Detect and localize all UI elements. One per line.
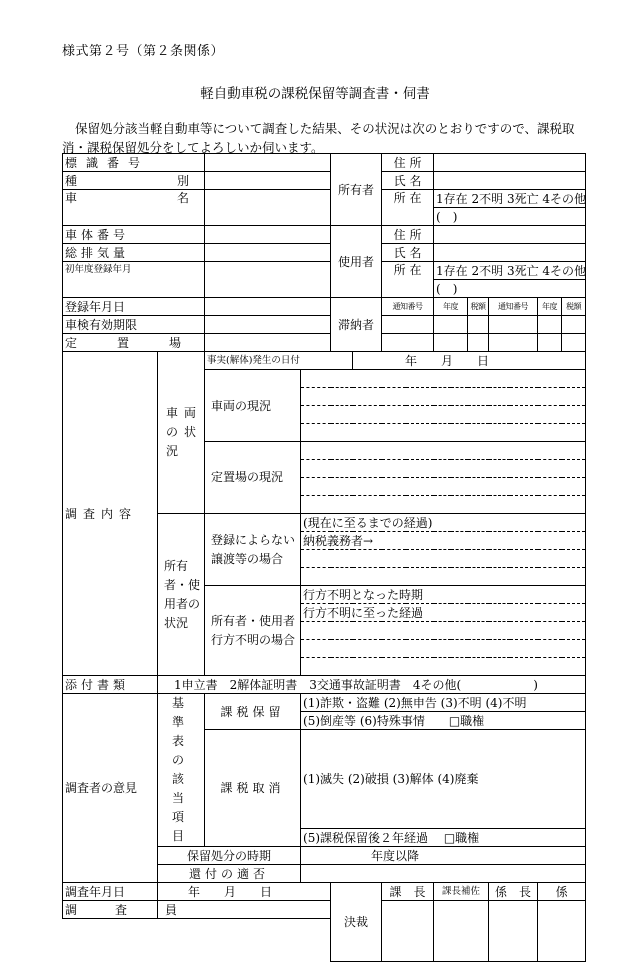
tax-hold-items-2[interactable]: (5)倒産等 (6)特殊事情 □職権 <box>301 712 586 730</box>
label-transfer-case: 登録によらない譲渡等の場合 <box>205 514 301 586</box>
label-displacement: 総排気量 <box>63 244 205 262</box>
header-tax: 税額 <box>468 298 489 316</box>
survey-form-table <box>62 153 586 962</box>
label-missing-case: 所有者・使用者行方不明の場合 <box>205 586 301 676</box>
label-arrears: 滞納者 <box>331 298 382 352</box>
document-title: 軽自動車税の課税保留等調査書・伺書 <box>200 86 430 102</box>
arrears-cell[interactable] <box>382 316 434 334</box>
value-chassis-number[interactable] <box>205 226 331 244</box>
blank-area <box>63 919 331 962</box>
attachment-items[interactable]: 1申立書 2解体証明書 3交通事故証明書 4その他( ) <box>158 676 586 694</box>
label-user-name: 氏 名 <box>382 244 434 262</box>
arrears-cell[interactable] <box>468 334 489 352</box>
label-refund: 還付の適否 <box>158 865 301 883</box>
storage-current-line[interactable] <box>301 460 586 478</box>
label-kind: 種 別 <box>63 172 205 190</box>
label-storage-place: 定 置 場 <box>63 334 205 352</box>
missing-line[interactable] <box>301 658 586 676</box>
label-decision: 決裁 <box>331 883 382 962</box>
arrears-cell[interactable] <box>489 334 538 352</box>
vehicle-current-line[interactable] <box>301 424 586 442</box>
header-notice-number-2: 通知番号 <box>489 298 538 316</box>
label-vehicle-current: 車両の現況 <box>205 370 301 442</box>
label-first-registration: 初年度登録年月 <box>63 262 205 298</box>
header-staff: 係 <box>538 883 586 901</box>
arrears-cell[interactable] <box>434 334 468 352</box>
header-year-2: 年度 <box>538 298 562 316</box>
label-survey-date: 調査年月日 <box>63 883 158 901</box>
vehicle-current-line[interactable] <box>301 388 586 406</box>
value-survey-date[interactable]: 年 月 日 <box>158 883 331 901</box>
header-chief: 課 長 <box>382 883 434 901</box>
value-refund[interactable] <box>301 865 586 883</box>
arrears-cell[interactable] <box>434 316 468 334</box>
missing-line[interactable] <box>301 640 586 658</box>
value-storage-place[interactable] <box>205 334 331 352</box>
label-car-name: 車 名 <box>63 190 205 226</box>
label-storage-current: 定置場の現況 <box>205 442 301 514</box>
label-surveyor-opinion: 調査者の意見 <box>63 694 158 883</box>
arrears-cell[interactable] <box>562 316 586 334</box>
arrears-cell[interactable] <box>562 334 586 352</box>
stamp-deputy[interactable] <box>434 901 489 962</box>
label-attachments: 添付書類 <box>63 676 158 694</box>
arrears-cell[interactable] <box>538 334 562 352</box>
label-inspection-expiry: 車検有効期限 <box>63 316 205 334</box>
user-whereabouts-other[interactable]: ( ) <box>434 280 586 298</box>
transfer-line[interactable] <box>301 550 586 568</box>
storage-current-line[interactable] <box>301 442 586 460</box>
value-registration-date[interactable] <box>205 298 331 316</box>
arrears-cell[interactable] <box>468 316 489 334</box>
label-owner: 所有者 <box>331 154 382 226</box>
value-owner-name[interactable] <box>434 172 586 190</box>
header-notice-number: 通知番号 <box>382 298 434 316</box>
label-hold-time: 保留処分の時期 <box>158 847 301 865</box>
header-year: 年度 <box>434 298 468 316</box>
transfer-line[interactable] <box>301 568 586 586</box>
label-fact-date: 事実(解体)発生の日付 <box>205 352 353 370</box>
value-plate-number[interactable] <box>205 154 331 172</box>
form-number: 様式第２号（第２条関係） <box>62 44 225 59</box>
tax-hold-items-1[interactable]: (1)詐欺・盗難 (2)無申告 (3)不明 (4)不明 <box>301 694 586 712</box>
stamp-staff[interactable] <box>538 901 586 962</box>
value-first-registration[interactable] <box>205 262 331 298</box>
label-owner-name: 氏 名 <box>382 172 434 190</box>
taxpayer-line[interactable]: 納税義務者→ <box>301 532 586 550</box>
storage-current-line[interactable] <box>301 496 586 514</box>
label-user-whereabouts: 所 在 <box>382 262 434 298</box>
value-displacement[interactable] <box>205 244 331 262</box>
header-deputy: 課長補佐 <box>434 883 489 901</box>
label-owner-user-status: 所有者・使用者の状況 <box>158 514 205 676</box>
storage-current-line[interactable] <box>301 478 586 496</box>
label-survey-contents: 調査内容 <box>63 352 158 676</box>
stamp-chief[interactable] <box>382 901 434 962</box>
user-whereabouts-options[interactable]: 1存在 2不明 3死亡 4その他 <box>434 262 586 280</box>
vehicle-current-line[interactable] <box>301 370 586 388</box>
label-owner-whereabouts: 所 在 <box>382 190 434 226</box>
missing-how-line[interactable]: 行方不明に至った経過 <box>301 604 586 622</box>
missing-when-line[interactable]: 行方不明となった時期 <box>301 586 586 604</box>
value-user-address[interactable] <box>434 226 586 244</box>
value-hold-time[interactable]: 年度以降 <box>301 847 586 865</box>
label-plate-number: 標識番号 <box>63 154 205 172</box>
label-criteria-items: 基準表の該当項目 <box>158 694 205 847</box>
value-user-name[interactable] <box>434 244 586 262</box>
tax-cancel-items-2[interactable]: (5)課税保留後２年経過 □職権 <box>301 829 586 847</box>
header-tax-2: 税額 <box>562 298 586 316</box>
label-owner-address: 住 所 <box>382 154 434 172</box>
arrears-cell[interactable] <box>489 316 538 334</box>
arrears-cell[interactable] <box>382 334 434 352</box>
label-user-address: 住 所 <box>382 226 434 244</box>
label-tax-hold: 課税保留 <box>205 694 301 730</box>
owner-whereabouts-options[interactable]: 1存在 2不明 3死亡 4その他 <box>434 190 586 208</box>
intro-text: 保留処分該当軽自動車等について調査した結果、その状況は次のとおりですので、課税取消・課税保留処分をしてよろしいか伺います。 <box>62 121 575 155</box>
value-owner-address[interactable] <box>434 154 586 172</box>
arrears-cell[interactable] <box>538 316 562 334</box>
label-surveyor: 調 査 員 <box>63 901 158 919</box>
vehicle-current-line[interactable] <box>301 406 586 424</box>
label-registration-date: 登録年月日 <box>63 298 205 316</box>
tax-cancel-items-1[interactable]: (1)滅失 (2)破損 (3)解体 (4)廃棄 <box>301 730 586 829</box>
owner-whereabouts-other[interactable]: ( ) <box>434 208 586 226</box>
value-fact-date[interactable]: 年 月 日 <box>353 352 586 370</box>
label-chassis-number: 車体番号 <box>63 226 205 244</box>
value-inspection-expiry[interactable] <box>205 316 331 334</box>
header-leader: 係 長 <box>489 883 538 901</box>
stamp-leader[interactable] <box>489 901 538 962</box>
label-tax-cancel: 課税取消 <box>205 730 301 847</box>
missing-line[interactable] <box>301 622 586 640</box>
history-header[interactable]: (現在に至るまでの経過) <box>301 514 586 532</box>
label-vehicle-status: 車両の状況 <box>158 352 205 514</box>
label-user: 使用者 <box>331 226 382 298</box>
